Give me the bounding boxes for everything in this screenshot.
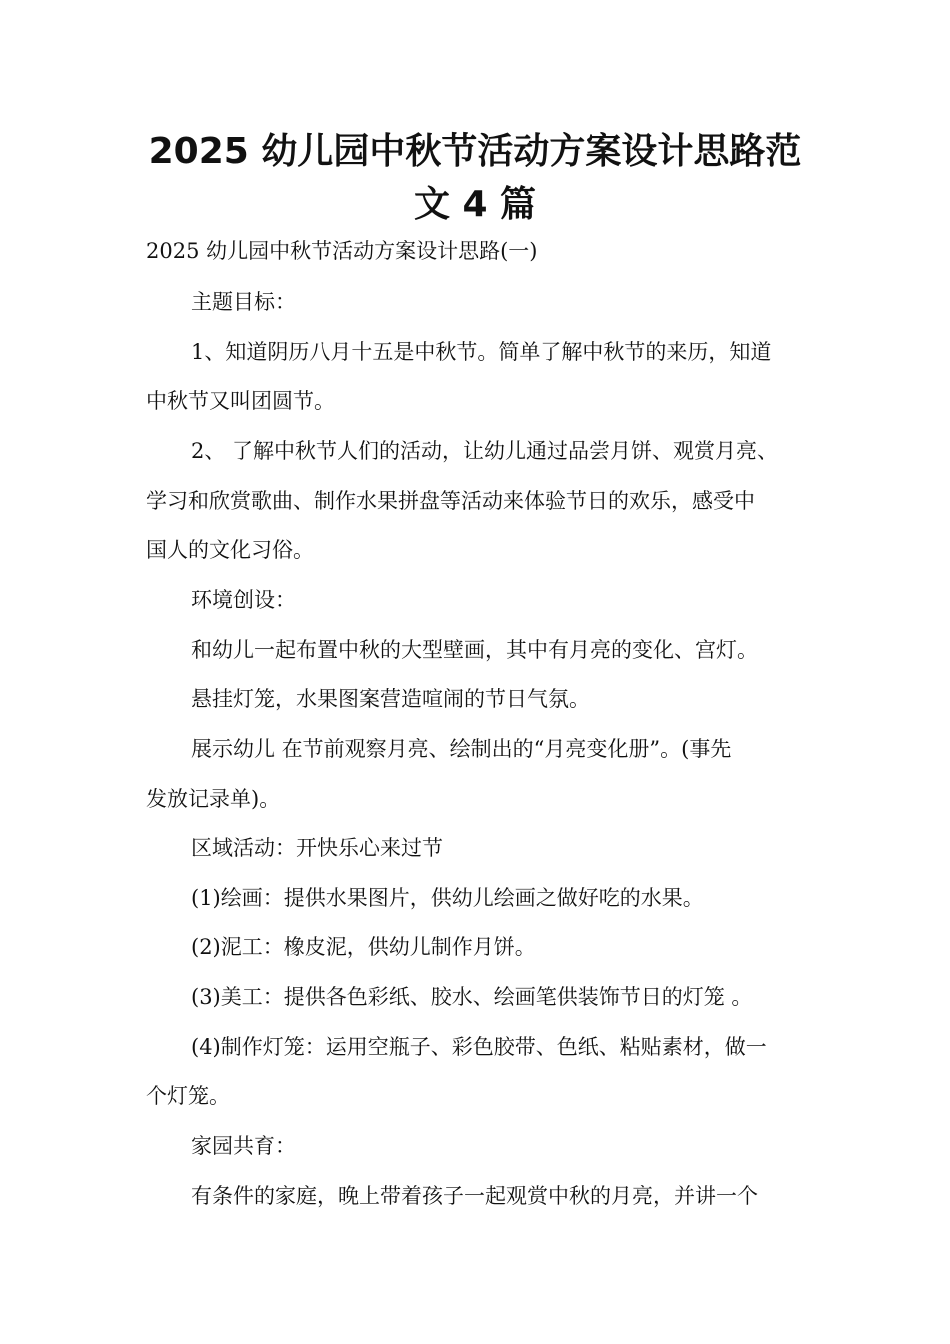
paragraph-line: 2、 了解中秋节人们的活动，让幼儿通过品尝月饼、观赏月亮、 (191, 439, 779, 463)
paragraph-line: 国人的文化习俗。 (146, 538, 314, 562)
paragraph-line: 和幼儿一起布置中秋的大型壁画，其中有月亮的变化、宫灯。 (191, 638, 758, 662)
paragraph-line: 展示幼儿 在节前观察月亮、绘制出的“月亮变化册”。(事先 (191, 737, 732, 761)
paragraph-line: 悬挂灯笼，水果图案营造喧闹的节日气氛。 (191, 687, 590, 711)
document-title-line-2: 文 4 篇 (413, 184, 537, 225)
paragraph-line: (4)制作灯笼：运用空瓶子、彩色胶带、色纸、粘贴素材，做一 (191, 1035, 767, 1059)
paragraph-line: 家园共育： (191, 1134, 296, 1158)
paragraph-line: 个灯笼。 (146, 1084, 230, 1108)
paragraph-line: (1)绘画：提供水果图片，供幼儿绘画之做好吃的水果。 (191, 886, 704, 910)
paragraph-line: 区域活动：开快乐心来过节 (191, 836, 443, 860)
section-subtitle: 2025 幼儿园中秋节活动方案设计思路(一) (146, 239, 538, 263)
paragraph-line: 1、知道阴历八月十五是中秋节。简单了解中秋节的来历，知道 (191, 340, 772, 364)
paragraph-line: 中秋节又叫团圆节。 (146, 389, 335, 413)
paragraph-line: 环境创设： (191, 588, 296, 612)
paragraph-line: 学习和欣赏歌曲、制作水果拼盘等活动来体验节日的欢乐，感受中 (146, 489, 755, 513)
paragraph-line: 有条件的家庭，晚上带着孩子一起观赏中秋的月亮，并讲一个 (191, 1184, 758, 1208)
paragraph-line: 主题目标： (191, 290, 296, 314)
paragraph-line: (3)美工：提供各色彩纸、胶水、绘画笔供装饰节日的灯笼 。 (191, 985, 753, 1009)
paragraph-line: (2)泥工：橡皮泥，供幼儿制作月饼。 (191, 935, 536, 959)
document-title-line-1: 2025 幼儿园中秋节活动方案设计思路范 (148, 131, 802, 172)
paragraph-line: 发放记录单)。 (146, 787, 281, 811)
